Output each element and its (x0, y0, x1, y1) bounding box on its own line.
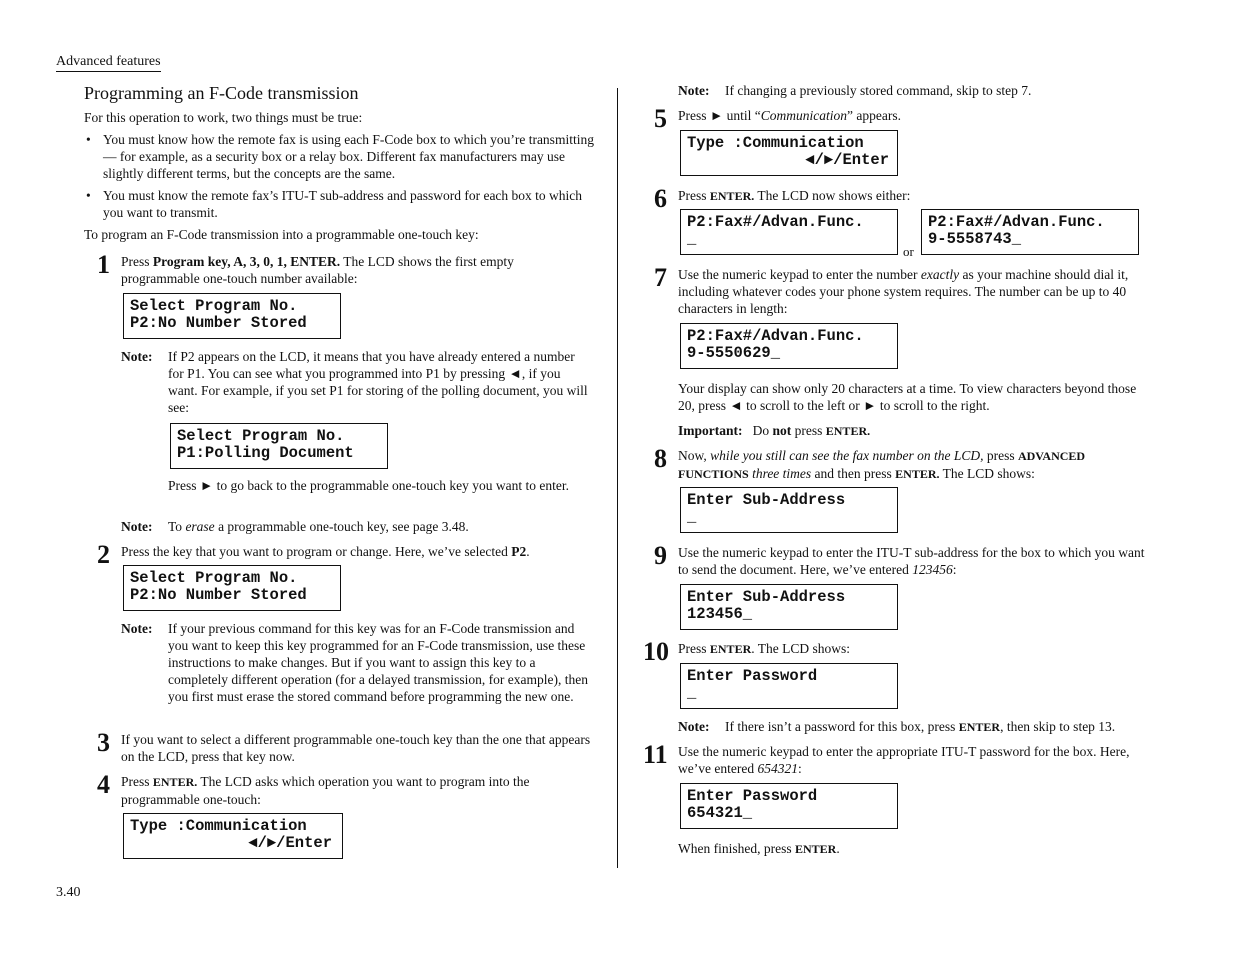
note-label: Note: (121, 349, 153, 364)
step-text: Your display can show only 20 characters at a time. To view characters beyond those 20, press ◄ to scroll to the left or ► to scroll to the right. (678, 381, 1137, 413)
intro-text: For this operation to work, two things must be true: (84, 110, 363, 125)
or-label: or (903, 244, 914, 259)
lcd-display: Select Program No. P2:No Number Stored (123, 293, 341, 339)
step-text: If you want to select a different programmable one-touch key than the one that appears on the LCD, press that key now. (121, 732, 591, 764)
step-text: Press the key that you want to program or change. Here, we’ve selected P2. (121, 544, 530, 559)
note-text: To erase a programmable one-touch key, see page 3.48. (168, 519, 469, 534)
bullet-item (86, 187, 595, 221)
lcd-display: Type :Communication ◄/►/Enter (680, 130, 898, 176)
lcd-display: Enter Password _ (680, 663, 898, 709)
step-number: 9 (654, 541, 667, 570)
lcd-display: P2:Fax#/Advan.Func. 9-5550629_ (680, 323, 898, 369)
note-label: Note: (121, 519, 153, 534)
step-text: Now, while you still can see the fax number on the LCD, press ADVANCED FUNCTIONS three times and then press ENTER. The LCD shows: (678, 448, 1086, 481)
step-number: 4 (97, 770, 110, 799)
note-text: If there isn’t a password for this box, press ENTER, then skip to step 13. (725, 719, 1116, 734)
step-text: Press ► to go back to the programmable one-touch key you want to enter. (168, 478, 570, 493)
lcd-display: Select Program No. P1:Polling Document (170, 423, 388, 469)
step-text: Use the numeric keypad to enter the number exactly as your machine should dial it, including whatever codes your phone system requires. The number can be up to 40 characters in length: (678, 267, 1129, 316)
step-number: 2 (97, 540, 110, 569)
lcd-display: P2:Fax#/Advan.Func. 9-5558743_ (921, 209, 1139, 255)
step-number: 1 (97, 250, 110, 279)
bullet-item (86, 131, 595, 182)
step-number: 10 (643, 637, 669, 666)
lcd-display: Type :Communication ◄/►/Enter (123, 813, 343, 859)
important-note: Important: Do not press ENTER. (678, 423, 871, 438)
step-text: Press Program key, A, 3, 0, 1, ENTER. The LCD shows the first empty programmable one-touch number available: (121, 254, 514, 286)
lcd-display: P2:Fax#/Advan.Func. _ (680, 209, 898, 255)
step-text: Press ► until “Communication” appears. (678, 108, 901, 123)
lcd-display: Enter Password 654321_ (680, 783, 898, 829)
note-label: Note: (121, 621, 153, 636)
running-header: Advanced features (56, 53, 161, 72)
lcd-display: Enter Sub-Address _ (680, 487, 898, 533)
step-number: 5 (654, 104, 667, 133)
step-number: 11 (643, 740, 668, 769)
step-number: 7 (654, 263, 667, 292)
section-title: Programming an F-Code transmission (84, 83, 359, 103)
column-divider (617, 88, 618, 868)
lead-in-text: To program an F-Code transmission into a programmable one-touch key: (84, 227, 479, 242)
note-text: If P2 appears on the LCD, it means that you have already entered a number for P1. You can see what you programmed into P1 by pressing ◄, if you want. For example, if you set P1 for storing of the polling document, you will see: (168, 349, 588, 415)
step-text: Use the numeric keypad to enter the ITU-T sub-address for the box to which you want to send the document. Here, we’ve entered 123456: (678, 545, 1145, 577)
step-number: 3 (97, 728, 110, 757)
step-text: Press ENTER. The LCD asks which operation you want to program into the programmable one-touch: (121, 774, 530, 807)
step-text: Use the numeric keypad to enter the appropriate ITU-T password for the box. Here, we’ve entered 654321: (678, 744, 1130, 776)
lcd-display: Select Program No. P2:No Number Stored (123, 565, 341, 611)
note-label: Note: (678, 719, 710, 734)
step-text: Press ENTER. The LCD now shows either: (678, 188, 911, 203)
note-text: If your previous command for this key was for an F-Code transmission and you want to keep this key programmed for an F-Code transmission, use these instructions to make changes. But if you want to assign this key to a completely different operation (for a delayed transmission, for example), then you first must erase the stored command before programming the new one. (168, 621, 588, 704)
note-text: If changing a previously stored command, skip to step 7. (725, 83, 1032, 98)
bullet-dot: • (86, 188, 91, 203)
step-number: 8 (654, 444, 667, 473)
step-text: When finished, press ENTER. (678, 841, 840, 856)
bullet-dot: • (86, 132, 91, 147)
step-number: 6 (654, 184, 667, 213)
page-number: 3.40 (56, 885, 81, 900)
note-label: Note: (678, 83, 710, 98)
step-text: Press ENTER. The LCD shows: (678, 641, 850, 656)
lcd-display: Enter Sub-Address 123456_ (680, 584, 898, 630)
bullet-text: You must know the remote fax’s ITU-T sub-address and password for each box to which you want to transmit. (103, 188, 583, 220)
bullet-text: You must know how the remote fax is using each F-Code box to which you’re transmitting — for example, as a security box or a relay box. Different fax manufacturers may use slightly different terms, but the concepts are the same. (103, 132, 594, 181)
